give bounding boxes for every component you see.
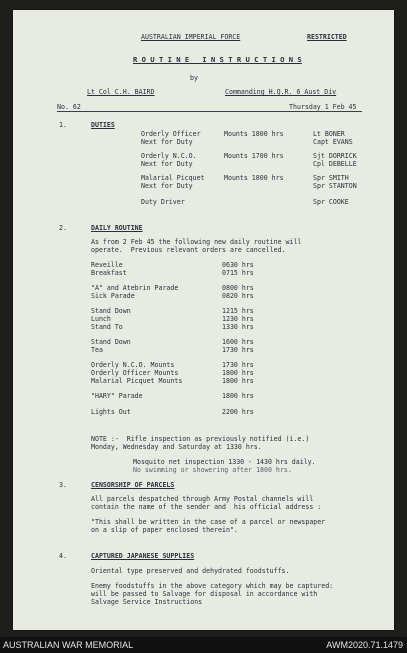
supplies-line-4: Salvage Service Instructions (91, 598, 203, 606)
routine-time: 1600 hrs (222, 338, 254, 346)
footer-accession: AWM2020.71.1479 (326, 640, 403, 650)
censorship-line-1: All parcels despatched through Army Postal channels will (91, 495, 314, 503)
document-page (13, 10, 394, 630)
routine-item: "HARY" Parade (91, 392, 143, 400)
duty-time: Mounts 1700 hrs (224, 152, 284, 160)
routine-item: Tea (91, 346, 103, 354)
section-number-4: 4. (59, 552, 67, 560)
section-heading-censorship: CENSORSHIP OF PARCELS (91, 481, 175, 489)
supplies-line-3: will be passed to Salvage for disposal in accordance with (91, 590, 318, 598)
routine-item: Reveille (91, 261, 123, 269)
header-rule (57, 111, 362, 112)
routine-item: Stand Down (91, 307, 131, 315)
duty-name: Spr SMITH (313, 174, 349, 182)
duty-role: Orderly Officer (141, 130, 201, 138)
censorship-line-2: contain the name of the sender and his official address : (91, 503, 322, 511)
routine-item: Lights Out (91, 408, 131, 416)
section-heading-captured-supplies: CAPTURED JAPANESE SUPPLIES (91, 552, 195, 560)
author-appointment: Commanding H.Q.R. 6 Aust Div (225, 88, 337, 96)
routine-intro-line-1: As from 2 Feb 45 the following new daily routine will (91, 238, 302, 246)
duty-name: Capt EVANS (313, 138, 353, 146)
supplies-line-1: Oriental type preserved and dehydrated foodstuffs. (91, 567, 290, 575)
document-title: R O U T I N E I N S T R U C T I O N S (133, 55, 302, 64)
routine-time: 1800 hrs (222, 392, 254, 400)
routine-time: 2200 hrs (222, 408, 254, 416)
routine-time: 1730 hrs (222, 346, 254, 354)
routine-item: Malarial Picquet Mounts (91, 377, 183, 385)
duty-name: Spr COOKE (313, 198, 349, 206)
routine-item: Breakfast (91, 269, 127, 277)
censorship-line-4: on a slip of paper enclosed therein". (91, 526, 238, 534)
section-heading-duties: DUTIES (91, 121, 115, 129)
censorship-line-3: "This shall be written in the case of a parcel or newspaper (91, 518, 326, 526)
section-number-1: 1. (59, 121, 67, 129)
duty-name: Lt BONER (313, 130, 345, 138)
by-label: by (190, 74, 198, 82)
routine-time: 1230 hrs (222, 315, 254, 323)
supplies-line-2: Enemy foodstuffs in the above category which may be captured: (91, 582, 334, 590)
footer-credit: AUSTRALIAN WAR MEMORIAL (3, 640, 134, 650)
section-number-3: 3. (59, 481, 67, 489)
routine-time: 0715 hrs (222, 269, 254, 277)
note-line-2: Monday, Wednesday and Saturday at 1330 hrs. (91, 443, 262, 451)
routine-time: 1330 hrs (222, 323, 254, 331)
order-number: No. 62 (57, 103, 81, 111)
duty-time: Mounts 1800 hrs (224, 130, 284, 138)
routine-item: Sick Parade (91, 292, 135, 300)
routine-item: Stand To (91, 323, 123, 331)
note-line-1: NOTE :- Rifle inspection as previously notified (i.e.) (91, 435, 310, 443)
routine-item: Stand Down (91, 338, 131, 346)
routine-time: 1215 hrs (222, 307, 254, 315)
duty-name: Spr STANTON (313, 182, 357, 190)
routine-time: 0630 hrs (222, 261, 254, 269)
routine-time: 1800 hrs (222, 377, 254, 385)
routine-item: "A" and Atebrin Parade (91, 284, 179, 292)
routine-time: 0800 hrs (222, 284, 254, 292)
section-number-2: 2. (59, 224, 67, 232)
duty-role: Next for Duty (141, 182, 193, 190)
duty-role: Malarial Picquet (141, 174, 205, 182)
routine-time: 0820 hrs (222, 292, 254, 300)
footer-bar (0, 637, 407, 653)
author-name: Lt Col C.H. BAIRD (87, 88, 155, 96)
duty-name: Sjt DORRICK (313, 152, 357, 160)
routine-time: 1730 hrs (222, 361, 254, 369)
duty-time: Mounts 1800 hrs (224, 174, 284, 182)
routine-time: 1800 hrs (222, 369, 254, 377)
duty-role: Duty Driver (141, 198, 185, 206)
order-date: Thursday 1 Feb 45 (289, 103, 357, 111)
classification-label: RESTRICTED (307, 33, 347, 41)
note-line-4: No swimming or showering after 1800 hrs. (133, 466, 292, 474)
note-line-3: Mosquito net inspection 1330 - 1430 hrs daily. (133, 458, 316, 466)
duty-role: Next for Duty (141, 138, 193, 146)
routine-intro-line-2: operate. Previous relevant orders are cancelled. (91, 246, 286, 254)
duty-name: Cpl DEBELLE (313, 160, 357, 168)
duty-role: Next for Duty (141, 160, 193, 168)
force-heading: AUSTRALIAN IMPERIAL FORCE (141, 33, 241, 41)
routine-item: Lunch (91, 315, 111, 323)
routine-item: Orderly Officer Mounts (91, 369, 179, 377)
duty-role: Orderly N.C.O. (141, 152, 197, 160)
routine-item: Orderly N.C.O. Mounts (91, 361, 175, 369)
section-heading-daily-routine: DAILY ROUTINE (91, 224, 143, 232)
